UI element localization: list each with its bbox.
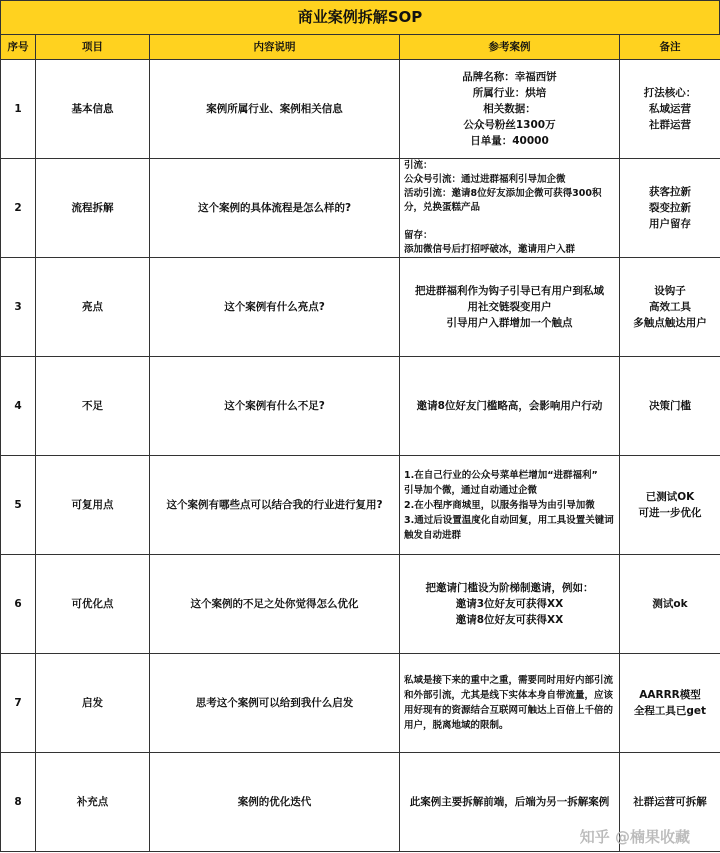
header-no: 序号 bbox=[1, 35, 36, 60]
table-row bbox=[1, 654, 720, 753]
row-note: 已测试OK 可进一步优化 bbox=[620, 456, 720, 555]
row-no: 5 bbox=[1, 456, 36, 555]
row-ref: 私域是接下来的重中之重，需要同时用好内部引流和外部引流，尤其是线下实体本身自带流量，应该用好现有的资源结合互联网可触达上百倍上千倍的用户，脱离地域的限制。 bbox=[400, 654, 620, 753]
row-no: 4 bbox=[1, 357, 36, 456]
table-row bbox=[1, 159, 720, 258]
row-desc: 案例所属行业、案例相关信息 bbox=[150, 60, 400, 159]
header-desc: 内容说明 bbox=[150, 35, 400, 60]
row-item: 流程拆解 bbox=[36, 159, 150, 258]
row-note: AARRR模型 全程工具已get bbox=[620, 654, 720, 753]
row-ref: 此案例主要拆解前端，后端为另一拆解案例 bbox=[400, 753, 620, 852]
row-item: 可优化点 bbox=[36, 555, 150, 654]
table-row bbox=[1, 60, 720, 159]
row-no: 1 bbox=[1, 60, 36, 159]
row-item: 不足 bbox=[36, 357, 150, 456]
row-note: 社群运营可拆解 bbox=[620, 753, 720, 852]
table-row bbox=[1, 555, 720, 654]
row-note: 设钩子 高效工具 多触点触达用户 bbox=[620, 258, 720, 357]
row-item: 可复用点 bbox=[36, 456, 150, 555]
row-item: 补充点 bbox=[36, 753, 150, 852]
row-desc: 这个案例有什么亮点? bbox=[150, 258, 400, 357]
table-row bbox=[1, 456, 720, 555]
row-desc: 这个案例的具体流程是怎么样的? bbox=[150, 159, 400, 258]
row-item: 启发 bbox=[36, 654, 150, 753]
row-no: 6 bbox=[1, 555, 36, 654]
row-ref: 把邀请门槛设为阶梯制邀请，例如： 邀请3位好友可获得XX 邀请8位好友可获得XX bbox=[400, 555, 620, 654]
row-note: 决策门槛 bbox=[620, 357, 720, 456]
sop-table bbox=[0, 34, 720, 852]
row-item: 基本信息 bbox=[36, 60, 150, 159]
watermark: 知乎 @楠果收藏 bbox=[579, 828, 690, 846]
header-note: 备注 bbox=[620, 35, 720, 60]
row-item: 亮点 bbox=[36, 258, 150, 357]
header-item: 项目 bbox=[36, 35, 150, 60]
row-note: 获客拉新 裂变拉新 用户留存 bbox=[620, 159, 720, 258]
table-row bbox=[1, 357, 720, 456]
row-note: 打法核心： 私域运营 社群运营 bbox=[620, 60, 720, 159]
row-no: 8 bbox=[1, 753, 36, 852]
row-desc: 这个案例的不足之处你觉得怎么优化 bbox=[150, 555, 400, 654]
table-row bbox=[1, 258, 720, 357]
row-note: 测试ok bbox=[620, 555, 720, 654]
row-ref: 品牌名称：幸福西饼 所属行业：烘培 相关数据： 公众号粉丝1300万 日单量：40000 bbox=[400, 60, 620, 159]
row-no: 2 bbox=[1, 159, 36, 258]
row-ref: 把进群福利作为钩子引导已有用户到私域 用社交链裂变用户 引导用户入群增加一个触点 bbox=[400, 258, 620, 357]
row-ref: 1.在自己行业的公众号菜单栏增加“进群福利” 引导加个微，通过自动通过企微 2.在小程序商城里，以服务指导为由引导加微 3.通过后设置温度化自动回复，用工具设置关键词触发自动进群 bbox=[400, 456, 620, 555]
table-header-row bbox=[1, 35, 720, 60]
row-no: 7 bbox=[1, 654, 36, 753]
row-desc: 这个案例有什么不足? bbox=[150, 357, 400, 456]
row-no: 3 bbox=[1, 258, 36, 357]
row-desc: 案例的优化迭代 bbox=[150, 753, 400, 852]
header-ref: 参考案例 bbox=[400, 35, 620, 60]
row-desc: 这个案例有哪些点可以结合我的行业进行复用? bbox=[150, 456, 400, 555]
page-title: 商业案例拆解SOP bbox=[0, 0, 720, 35]
row-ref: 邀请8位好友门槛略高，会影响用户行动 bbox=[400, 357, 620, 456]
row-ref: 引流： 公众号引流：通过进群福利引导加企微 活动引流：邀请8位好友添加企微可获得300积分，兑换蛋糕产品 留存： 添加微信号后打招呼破冰，邀请用户入群 bbox=[400, 159, 620, 258]
row-desc: 思考这个案例可以给到我什么启发 bbox=[150, 654, 400, 753]
